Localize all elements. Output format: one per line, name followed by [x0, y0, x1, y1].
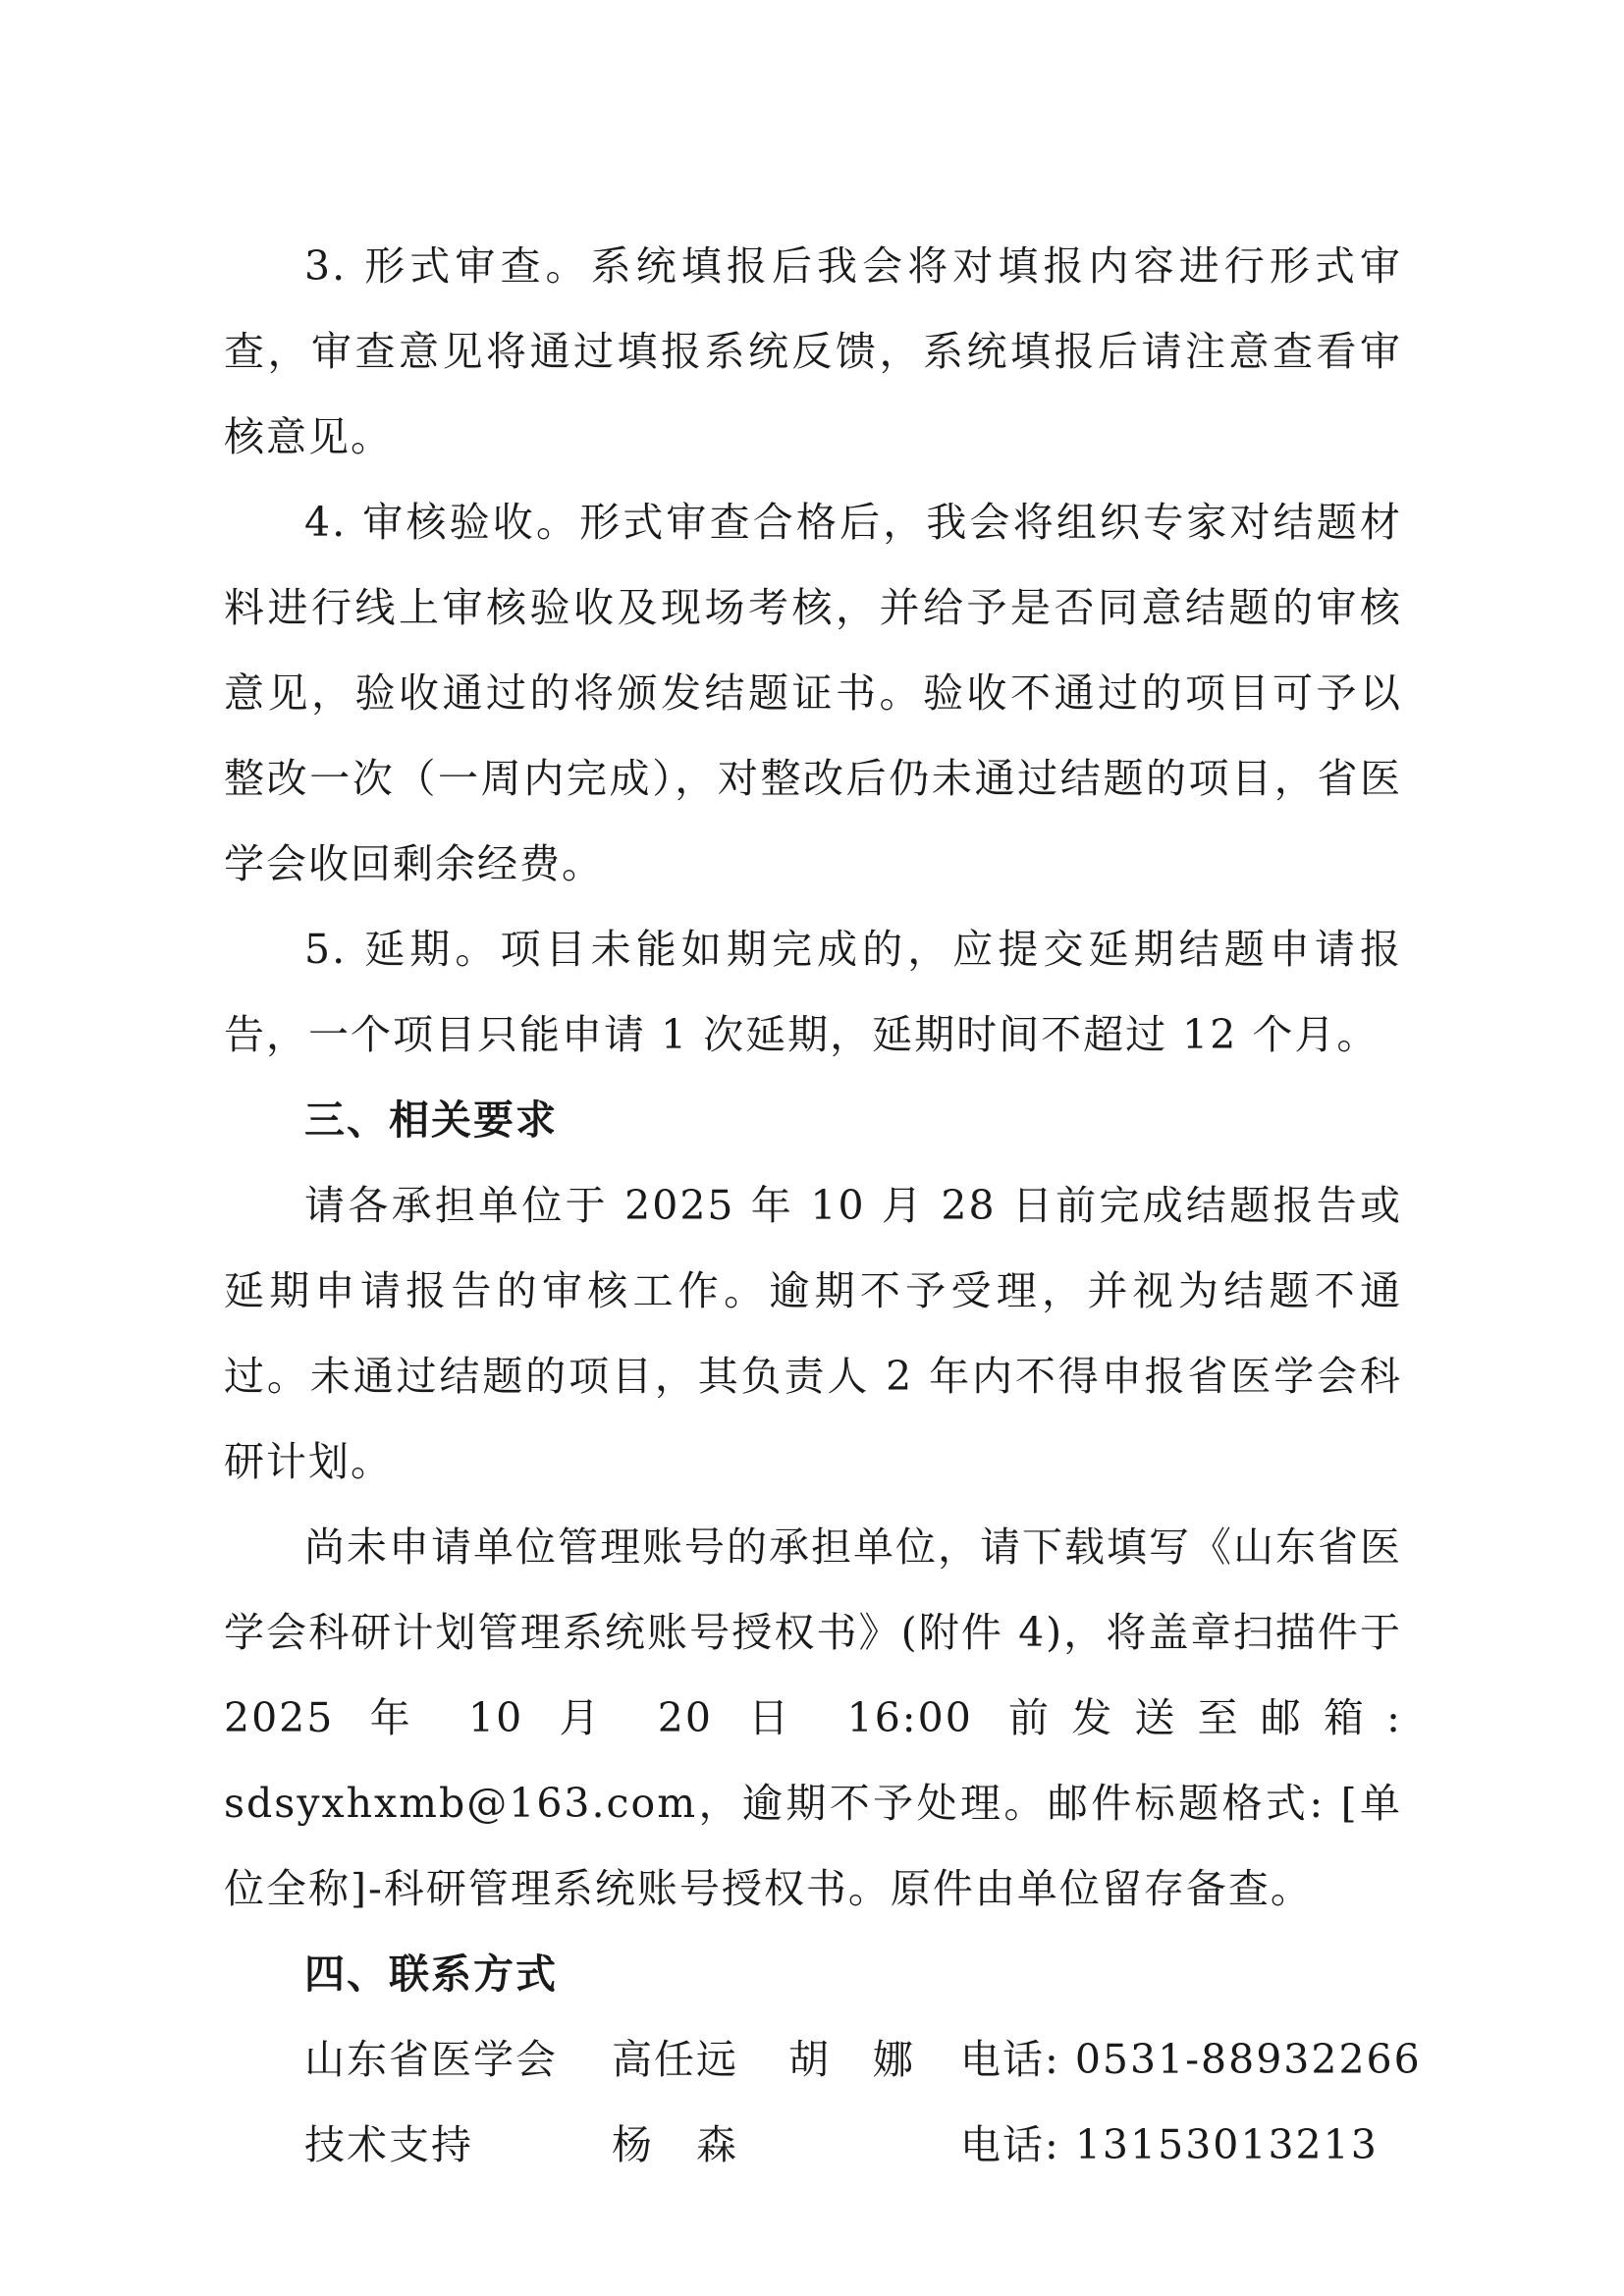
contact-phone: 电话: 13153013213: [960, 2121, 1379, 2168]
contact-org: 技术支持: [304, 2121, 473, 2168]
section-heading-contact: 四、联系方式: [304, 1950, 558, 1998]
paragraph-review-acceptance: 4. 审核验收。形式审查合格后，我会将组织专家对结题材料进行线上审核验收及现场考核，并给予是否同意结题的审核意见，验收通过的将颁发结题证书。验收不通过的项目可予以整改一次（一周内完成），对整改后仍未通过结题的项目，省医学会收回剩余经费。: [224, 499, 1402, 887]
contact-person: 胡 娜: [788, 2036, 915, 2083]
paragraph-formal-review: 3. 形式审查。系统填报后我会将对填报内容进行形式审查，审查意见将通过填报系统反馈，系统填报后请注意查看审核意见。: [224, 242, 1402, 460]
contact-person: 杨 森: [612, 2121, 738, 2168]
contact-org: 山东省医学会: [304, 2036, 558, 2083]
paragraph-deadline: 请各承担单位于 2025 年 10 月 28 日前完成结题报告或延期申请报告的审核工作。逾期不予受理，并视为结题不通过。未通过结题的项目，其负责人 2 年内不得申报省医学会科研计划。: [224, 1182, 1402, 1485]
section-heading-requirements: 三、相关要求: [304, 1096, 558, 1144]
paragraph-extension: 5. 延期。项目未能如期完成的，应提交延期结题申请报告，一个项目只能申请 1 次延期，延期时间不超过 12 个月。: [224, 926, 1402, 1058]
contact-phone: 电话: 0531-88932266: [960, 2036, 1422, 2083]
contact-row: [224, 2017, 1422, 2103]
document-body: [224, 224, 1422, 2188]
contact-person: 高任远: [612, 2036, 738, 2083]
contact-row: [224, 2103, 1402, 2188]
paragraph-account-application: 尚未申请单位管理账号的承担单位，请下载填写《山东省医学会科研计划管理系统账号授权书》(附件 4)，将盖章扫描件于 2025 年 10 月 20 日 16:00 前发送至邮箱: sdsyxhxmb@163.com，逾期不予处理。邮件标题格式: [单位全称]-科研管理系统账号授权书。原件由单位留存备查。: [224, 1523, 1402, 1912]
